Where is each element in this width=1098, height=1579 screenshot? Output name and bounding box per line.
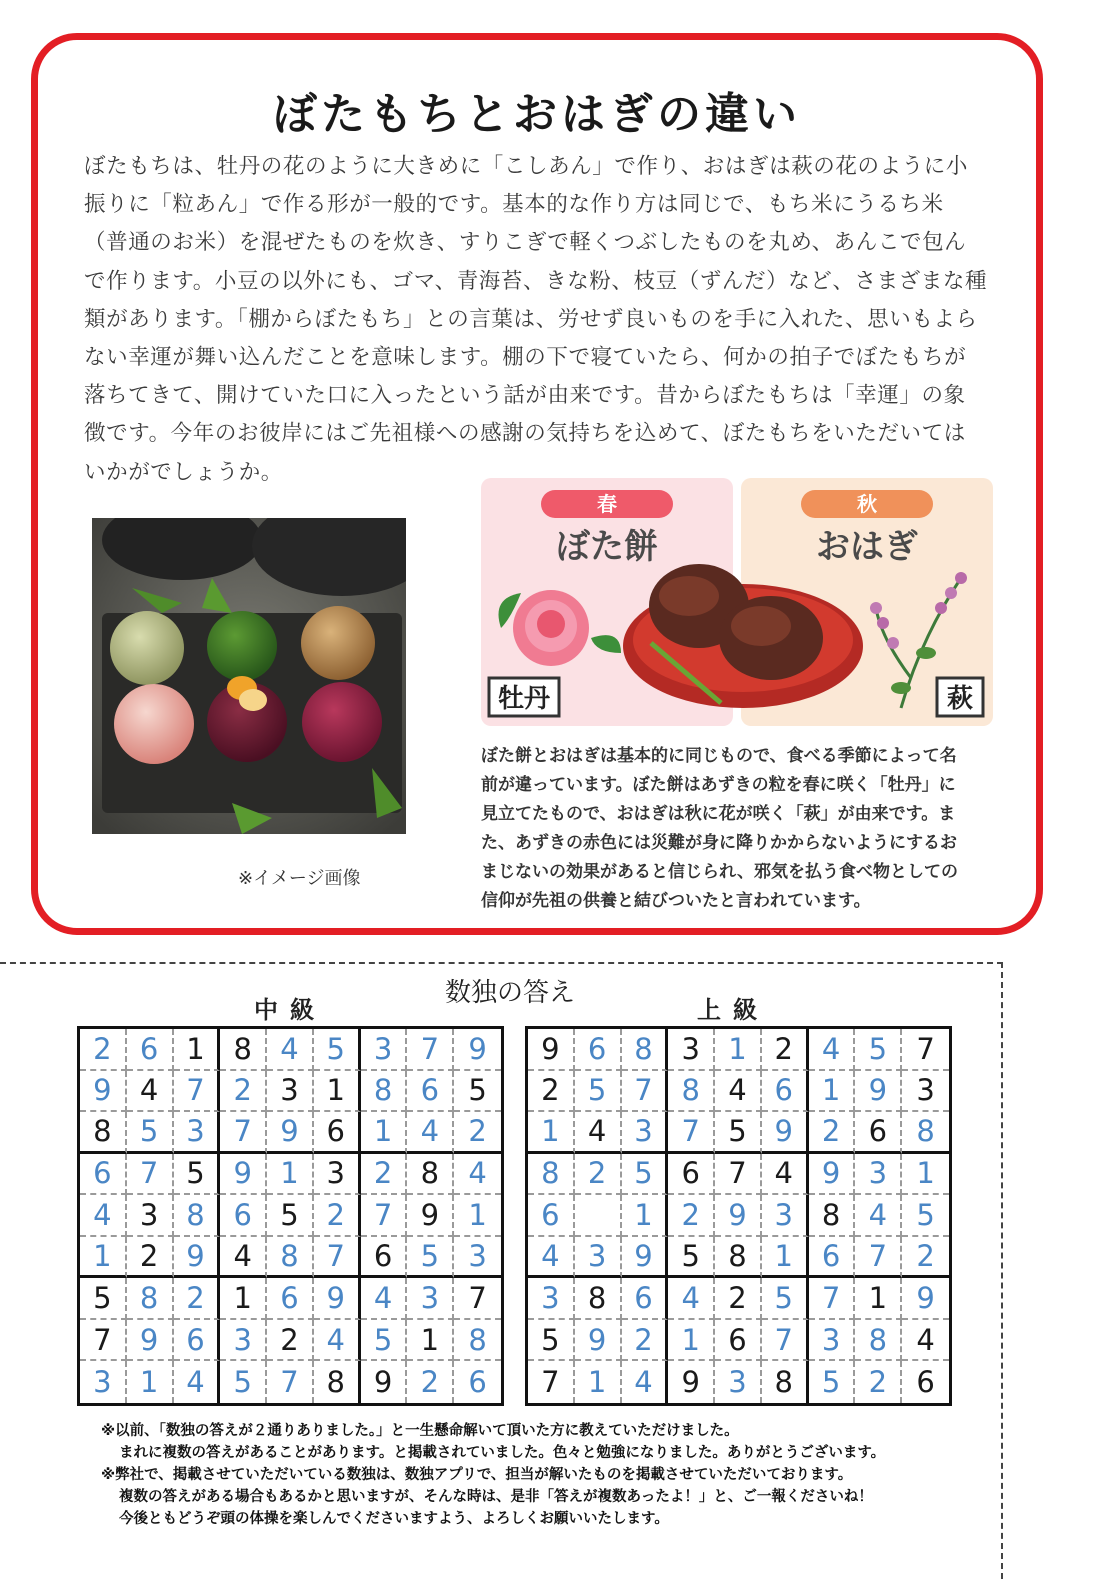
sudoku-cell: 6 — [80, 1154, 127, 1196]
sudoku-cell: 6 — [361, 1237, 408, 1279]
sudoku-cell: 9 — [220, 1154, 267, 1196]
sudoku-cell: 3 — [407, 1278, 454, 1320]
sudoku-notes — [101, 1420, 981, 1530]
sudoku-answers-title: 数独の答え — [445, 978, 576, 1008]
info-line: まじないの効果があると信じられ、邪気を払う食べ物としての — [481, 862, 959, 882]
sudoku-cell: 9 — [622, 1237, 669, 1279]
sudoku-cell: 1 — [902, 1154, 949, 1196]
sudoku-cell: 1 — [762, 1237, 809, 1279]
botamochi-ohagi-illustration — [481, 478, 993, 726]
sudoku-cell: 2 — [407, 1361, 454, 1403]
info-line: 見立てたもので、おはぎは秋に花が咲く「萩」が由来です。ま — [481, 804, 956, 824]
sudoku-cell: 4 — [855, 1195, 902, 1237]
body-line: 振りに「粒あん」で作る形が一般的です。基本的な作り方は同じで、もち米にうるち米 — [84, 192, 944, 218]
sudoku-cell: 2 — [361, 1154, 408, 1196]
sudoku-cell: 2 — [855, 1361, 902, 1403]
note-line: まれに複数の答えがあることがあります。と掲載されていました。色々と勉強になりました。ありがとうございます。 — [119, 1445, 886, 1461]
sudoku-cell: 5 — [528, 1320, 575, 1362]
sudoku-cell — [575, 1195, 622, 1237]
botamochi-photo-image — [92, 518, 406, 834]
sudoku-cell: 1 — [454, 1195, 501, 1237]
sudoku-cell: 8 — [715, 1237, 762, 1279]
sudoku-cell: 6 — [528, 1195, 575, 1237]
sudoku-cell: 7 — [668, 1112, 715, 1154]
article-title: ぼたもちとおはぎの違い — [273, 89, 801, 140]
sudoku-cell: 8 — [575, 1278, 622, 1320]
sudoku-cell: 5 — [361, 1320, 408, 1362]
sudoku-cell: 6 — [220, 1195, 267, 1237]
sudoku-cell: 2 — [220, 1071, 267, 1113]
sudoku-cell: 6 — [668, 1154, 715, 1196]
autumn-name: おはぎ — [816, 527, 918, 567]
sudoku-cell: 5 — [902, 1195, 949, 1237]
sudoku-cell: 3 — [361, 1029, 408, 1071]
sudoku-grid-intermediate — [77, 1026, 504, 1406]
sudoku-cell: 3 — [127, 1195, 174, 1237]
sudoku-cell: 2 — [575, 1154, 622, 1196]
body-line: いかがでしょうか。 — [84, 459, 283, 485]
sudoku-cell: 8 — [407, 1154, 454, 1196]
sudoku-cell: 4 — [454, 1154, 501, 1196]
sudoku-cell: 4 — [762, 1154, 809, 1196]
sudoku-cell: 8 — [80, 1112, 127, 1154]
sudoku-cell: 6 — [575, 1029, 622, 1071]
body-line: 落ちてきて、開けていた口に入ったという話が由来です。昔からぼたもちは「幸運」の象 — [84, 383, 966, 409]
sudoku-cell: 4 — [622, 1361, 669, 1403]
sudoku-cell: 1 — [267, 1154, 314, 1196]
note-line: 複数の答えがある場合もあるかと思いますが、そんな時は、是非「答えが複数あったよ！」と、ご一報くださいね！ — [119, 1489, 873, 1505]
sudoku-cell: 1 — [715, 1029, 762, 1071]
sudoku-cell: 3 — [809, 1320, 856, 1362]
sudoku-cell: 9 — [902, 1278, 949, 1320]
sudoku-cell: 4 — [902, 1320, 949, 1362]
sudoku-cell: 8 — [622, 1029, 669, 1071]
sudoku-cell: 7 — [622, 1071, 669, 1113]
sudoku-cell: 4 — [809, 1029, 856, 1071]
sudoku-cell: 2 — [668, 1195, 715, 1237]
sudoku-cell: 3 — [220, 1320, 267, 1362]
sudoku-cell: 2 — [622, 1320, 669, 1362]
info-line: た、あずきの赤色には災難が身に降りかからないようにするお — [481, 833, 957, 853]
sudoku-cell: 8 — [454, 1320, 501, 1362]
sudoku-cell: 4 — [668, 1278, 715, 1320]
sudoku-cell: 8 — [668, 1071, 715, 1113]
sudoku-cell: 5 — [174, 1154, 221, 1196]
sudoku-cell: 5 — [575, 1071, 622, 1113]
sudoku-cell: 5 — [127, 1112, 174, 1154]
sudoku-cell: 2 — [127, 1237, 174, 1279]
sudoku-cell: 2 — [762, 1029, 809, 1071]
sudoku-cell: 9 — [361, 1361, 408, 1403]
illustration-description — [481, 742, 1001, 916]
sudoku-cell: 9 — [762, 1112, 809, 1154]
sudoku-cell: 1 — [361, 1112, 408, 1154]
sudoku-cell: 7 — [267, 1361, 314, 1403]
body-line: （普通のお米）を混ぜたものを炊き、すりこぎで軽くつぶしたものを丸め、あんこで包ん — [84, 230, 967, 256]
sudoku-cell: 9 — [528, 1029, 575, 1071]
sudoku-cell: 5 — [220, 1361, 267, 1403]
sudoku-cell: 9 — [267, 1112, 314, 1154]
sudoku-cell: 8 — [902, 1112, 949, 1154]
sudoku-cell: 5 — [314, 1029, 361, 1071]
sudoku-grid-advanced — [525, 1026, 952, 1406]
grid-label-advanced: 上級 — [697, 996, 769, 1024]
sudoku-cell: 2 — [80, 1029, 127, 1071]
sudoku-cell: 8 — [314, 1361, 361, 1403]
sudoku-cell: 9 — [127, 1320, 174, 1362]
sudoku-cell: 6 — [174, 1320, 221, 1362]
sudoku-cell: 6 — [916, 1365, 935, 1400]
sudoku-cell: 7 — [220, 1112, 267, 1154]
sudoku-cell: 5 — [715, 1112, 762, 1154]
info-line: ぼた餅とおはぎは基本的に同じもので、食べる季節によって名 — [481, 746, 957, 766]
article-frame — [31, 33, 1043, 935]
spring-name: ぼた餅 — [556, 527, 658, 567]
sudoku-cell: 2 — [902, 1237, 949, 1279]
sudoku-cell: 3 — [855, 1154, 902, 1196]
sudoku-cell: 8 — [174, 1195, 221, 1237]
sudoku-cell: 4 — [220, 1237, 267, 1279]
sudoku-cell: 7 — [314, 1237, 361, 1279]
sudoku-cell: 8 — [267, 1237, 314, 1279]
sudoku-cell: 6 — [855, 1112, 902, 1154]
sudoku-cell: 3 — [762, 1195, 809, 1237]
sudoku-cell: 6 — [715, 1320, 762, 1362]
sudoku-cell: 1 — [668, 1320, 715, 1362]
sudoku-cell: 3 — [314, 1154, 361, 1196]
photo-caption: ※イメージ画像 — [238, 868, 361, 889]
sudoku-cell: 7 — [762, 1320, 809, 1362]
bush-clover-label: 萩 — [946, 684, 974, 714]
sudoku-cell: 4 — [528, 1237, 575, 1279]
note-line: 今後ともどうぞ頭の体操を楽しんでくださいますよう、よろしくお願いいたします。 — [119, 1511, 669, 1527]
sudoku-cell: 3 — [80, 1361, 127, 1403]
grid-label-intermediate: 中級 — [254, 996, 326, 1024]
sudoku-cell: 4 — [715, 1071, 762, 1113]
sudoku-cell: 3 — [528, 1278, 575, 1320]
sudoku-cell: 4 — [361, 1278, 408, 1320]
sudoku-cell: 3 — [715, 1361, 762, 1403]
sudoku-cell: 8 — [127, 1278, 174, 1320]
sudoku-cell: 4 — [127, 1071, 174, 1113]
cut-line-vertical — [1001, 962, 1003, 1579]
note-line: ※弊社で、掲載させていただいている数独は、数独アプリで、担当が解いたものを掲載させていただいております。 — [101, 1467, 853, 1483]
autumn-badge-label: 秋 — [857, 492, 877, 516]
sudoku-cell: 1 — [127, 1361, 174, 1403]
sudoku-cell: 4 — [267, 1029, 314, 1071]
note-line: ※以前、「数独の答えが２通りありました。」と一生懸命解いて頂いた方に教えていただけました。 — [101, 1423, 739, 1439]
body-line: で作ります。小豆の以外にも、ゴマ、青海苔、きな粉、枝豆（ずんだ）など、さまざまな種 — [84, 268, 988, 294]
sudoku-cell: 8 — [361, 1071, 408, 1113]
sudoku-cell: 2 — [809, 1112, 856, 1154]
sudoku-cell: 4 — [407, 1112, 454, 1154]
botamochi-photo — [92, 518, 406, 834]
sudoku-cell: 6 — [468, 1365, 487, 1400]
sudoku-cell: 5 — [762, 1278, 809, 1320]
sudoku-cell: 9 — [80, 1071, 127, 1113]
sudoku-cell: 4 — [575, 1112, 622, 1154]
sudoku-cell: 7 — [715, 1154, 762, 1196]
sudoku-cell: 6 — [407, 1071, 454, 1113]
article-body — [84, 148, 1014, 492]
sudoku-cell: 1 — [80, 1237, 127, 1279]
sudoku-cell: 7 — [454, 1278, 501, 1320]
sudoku-cell: 5 — [622, 1154, 669, 1196]
sudoku-cell: 1 — [314, 1071, 361, 1113]
sudoku-cell: 9 — [314, 1278, 361, 1320]
sudoku-cell: 5 — [407, 1237, 454, 1279]
body-line: 類があります。「棚からぼたもち」との言葉は、労せず良いものを手に入れた、思いもよら — [84, 306, 978, 332]
sudoku-cell: 6 — [314, 1112, 361, 1154]
sudoku-cell: 3 — [267, 1071, 314, 1113]
sudoku-cell: 3 — [622, 1112, 669, 1154]
sudoku-cell: 7 — [127, 1154, 174, 1196]
sudoku-cell: 6 — [762, 1071, 809, 1113]
sudoku-cell: 5 — [809, 1361, 856, 1403]
sudoku-cell: 9 — [668, 1361, 715, 1403]
sudoku-cell: 1 — [622, 1195, 669, 1237]
sudoku-cell: 8 — [855, 1320, 902, 1362]
sudoku-cell: 2 — [174, 1278, 221, 1320]
body-line: ぼたもちは、牡丹の花のように大きめに「こしあん」で作り、おはぎは萩の花のように小 — [84, 154, 969, 179]
sudoku-cell: 9 — [174, 1237, 221, 1279]
sudoku-cell: 7 — [528, 1361, 575, 1403]
sudoku-cell: 8 — [220, 1029, 267, 1071]
spring-badge-label: 春 — [597, 492, 617, 516]
sudoku-cell: 2 — [267, 1320, 314, 1362]
sudoku-cell: 3 — [174, 1112, 221, 1154]
sudoku-cell: 7 — [80, 1320, 127, 1362]
sudoku-cell: 8 — [762, 1361, 809, 1403]
sudoku-cell: 9 — [855, 1071, 902, 1113]
sudoku-cell: 7 — [361, 1195, 408, 1237]
sudoku-cell: 4 — [174, 1361, 221, 1403]
sudoku-cell: 7 — [855, 1237, 902, 1279]
sudoku-cell: 7 — [407, 1029, 454, 1071]
sudoku-cell: 4 — [314, 1320, 361, 1362]
sudoku-cell: 8 — [528, 1154, 575, 1196]
info-line: 信仰が先祖の供養と結びついたと言われています。 — [481, 891, 871, 911]
cut-line-horizontal — [0, 962, 1003, 964]
sudoku-cell: 9 — [575, 1320, 622, 1362]
sudoku-cell: 2 — [314, 1195, 361, 1237]
body-line: ない幸運が舞い込んだことを意味します。棚の下で寝ていたら、何かの拍子でぼたもちが — [84, 345, 967, 371]
sudoku-cell: 6 — [809, 1237, 856, 1279]
sudoku-cell: 3 — [454, 1237, 501, 1279]
sudoku-cell: 5 — [855, 1029, 902, 1071]
sudoku-cell: 1 — [407, 1320, 454, 1362]
sudoku-cell: 1 — [855, 1278, 902, 1320]
sudoku-cell: 4 — [80, 1195, 127, 1237]
sudoku-cell: 3 — [902, 1071, 949, 1113]
sudoku-cell: 2 — [454, 1112, 501, 1154]
sudoku-cell: 8 — [809, 1195, 856, 1237]
sudoku-cell: 1 — [575, 1361, 622, 1403]
sudoku-cell: 9 — [407, 1195, 454, 1237]
sudoku-cell: 2 — [715, 1278, 762, 1320]
sudoku-cell: 3 — [668, 1029, 715, 1071]
sudoku-cell: 1 — [809, 1071, 856, 1113]
sudoku-cell: 5 — [454, 1071, 501, 1113]
sudoku-cell: 1 — [528, 1112, 575, 1154]
sudoku-cell: 9 — [715, 1195, 762, 1237]
sudoku-cell: 5 — [80, 1278, 127, 1320]
sudoku-cell: 2 — [528, 1071, 575, 1113]
sudoku-cell: 1 — [220, 1278, 267, 1320]
sudoku-cell: 6 — [127, 1029, 174, 1071]
sudoku-cell: 5 — [267, 1195, 314, 1237]
sudoku-cell: 1 — [174, 1029, 221, 1071]
sudoku-cell: 5 — [668, 1237, 715, 1279]
sudoku-cell: 6 — [267, 1278, 314, 1320]
sudoku-cell: 7 — [809, 1278, 856, 1320]
info-line: 前が違っています。ぼた餅はあずきの粒を春に咲く「牡丹」に — [481, 775, 956, 795]
sudoku-cell: 3 — [575, 1237, 622, 1279]
sudoku-cell: 9 — [454, 1029, 501, 1071]
sudoku-cell: 6 — [622, 1278, 669, 1320]
peony-label: 牡丹 — [497, 684, 551, 714]
sudoku-cell: 9 — [809, 1154, 856, 1196]
sudoku-cell: 7 — [902, 1029, 949, 1071]
body-line: 徴です。今年のお彼岸にはご先祖様への感謝の気持ちを込めて、ぼたもちをいただいては — [84, 421, 966, 447]
sudoku-cell: 7 — [174, 1071, 221, 1113]
